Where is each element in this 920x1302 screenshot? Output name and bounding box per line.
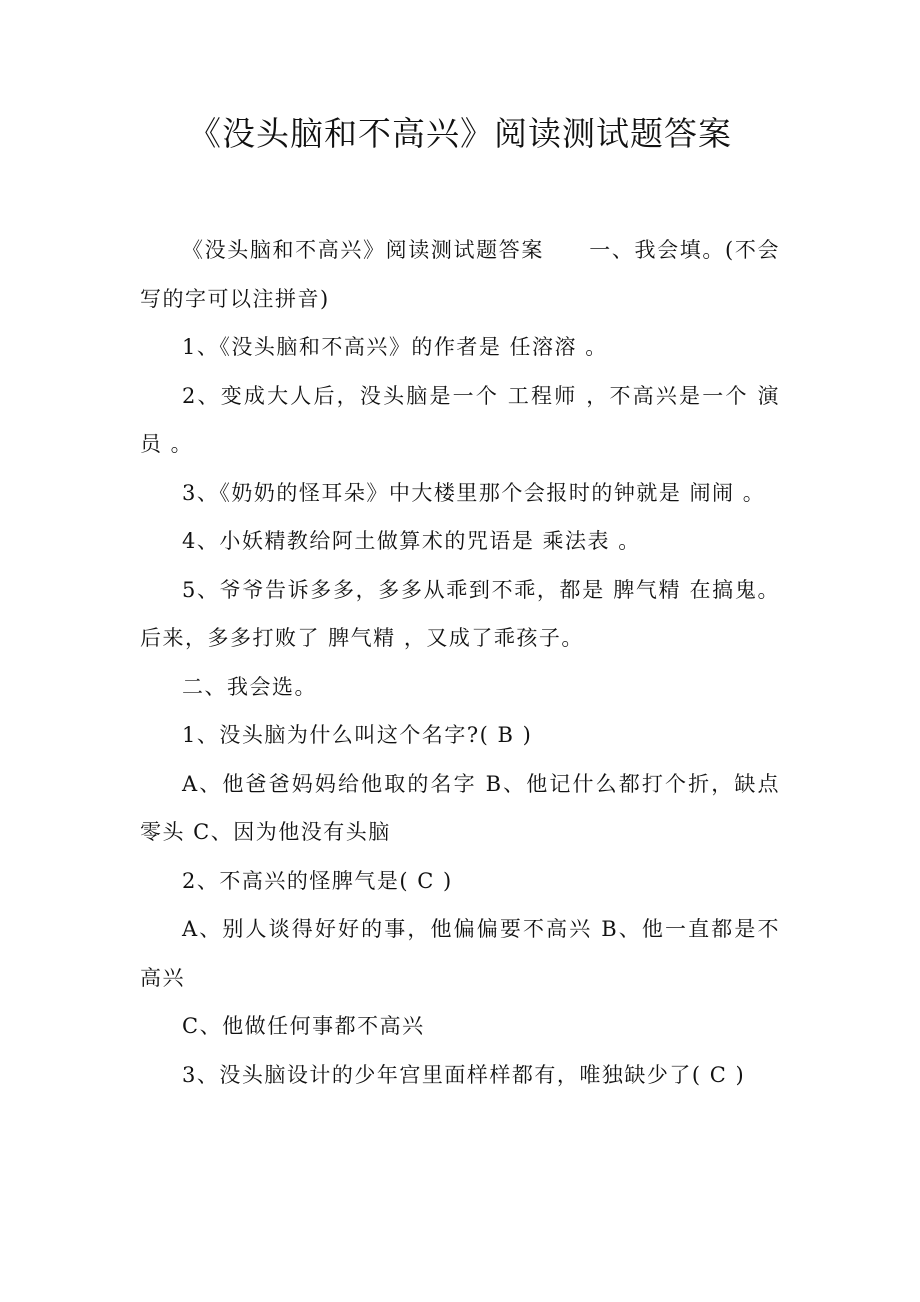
paragraph: 4、小妖精教给阿土做算术的咒语是 乘法表 。 <box>182 529 641 553</box>
paragraph: 《没头脑和不高兴》阅读测试题答案 一、我会填。(不会写的字可以注拼音) <box>140 238 780 311</box>
paragraph: 1、没头脑为什么叫这个名字?( B ) <box>182 723 533 747</box>
paragraph: 2、变成大人后，没头脑是一个 工程师 ，不高兴是一个 演员 。 <box>140 383 780 456</box>
paragraph: A、他爸爸妈妈给他取的名字 B、他记什么都打个折，缺点零头 C、因为他没有头脑 <box>140 771 780 844</box>
paragraph: A、别人谈得好好的事，他偏偏要不高兴 B、他一直都是不高兴 <box>140 917 780 990</box>
paragraph: 3、《奶奶的怪耳朵》中大楼里那个会报时的钟就是 闹闹 。 <box>182 480 766 505</box>
paragraph: 1、《没头脑和不高兴》的作者是 任溶溶 。 <box>182 335 608 359</box>
paragraph: 5、爷爷告诉多多，多多从乖到不乖，都是 脾气精 在搞鬼。后来，多多打败了 脾气精 ，又成了乖孩子。 <box>140 577 780 650</box>
document-title: 《没头脑和不高兴》阅读测试题答案 <box>188 114 732 153</box>
paragraph: 2、不高兴的怪脾气是( C ) <box>182 868 453 893</box>
paragraph: 二、我会选。 <box>182 674 317 699</box>
paragraph: 3、没头脑设计的少年宫里面样样都有，唯独缺少了( C ) <box>182 1062 746 1087</box>
document-body <box>140 226 780 1099</box>
paragraph: C、他做任何事都不高兴 <box>182 1014 425 1038</box>
